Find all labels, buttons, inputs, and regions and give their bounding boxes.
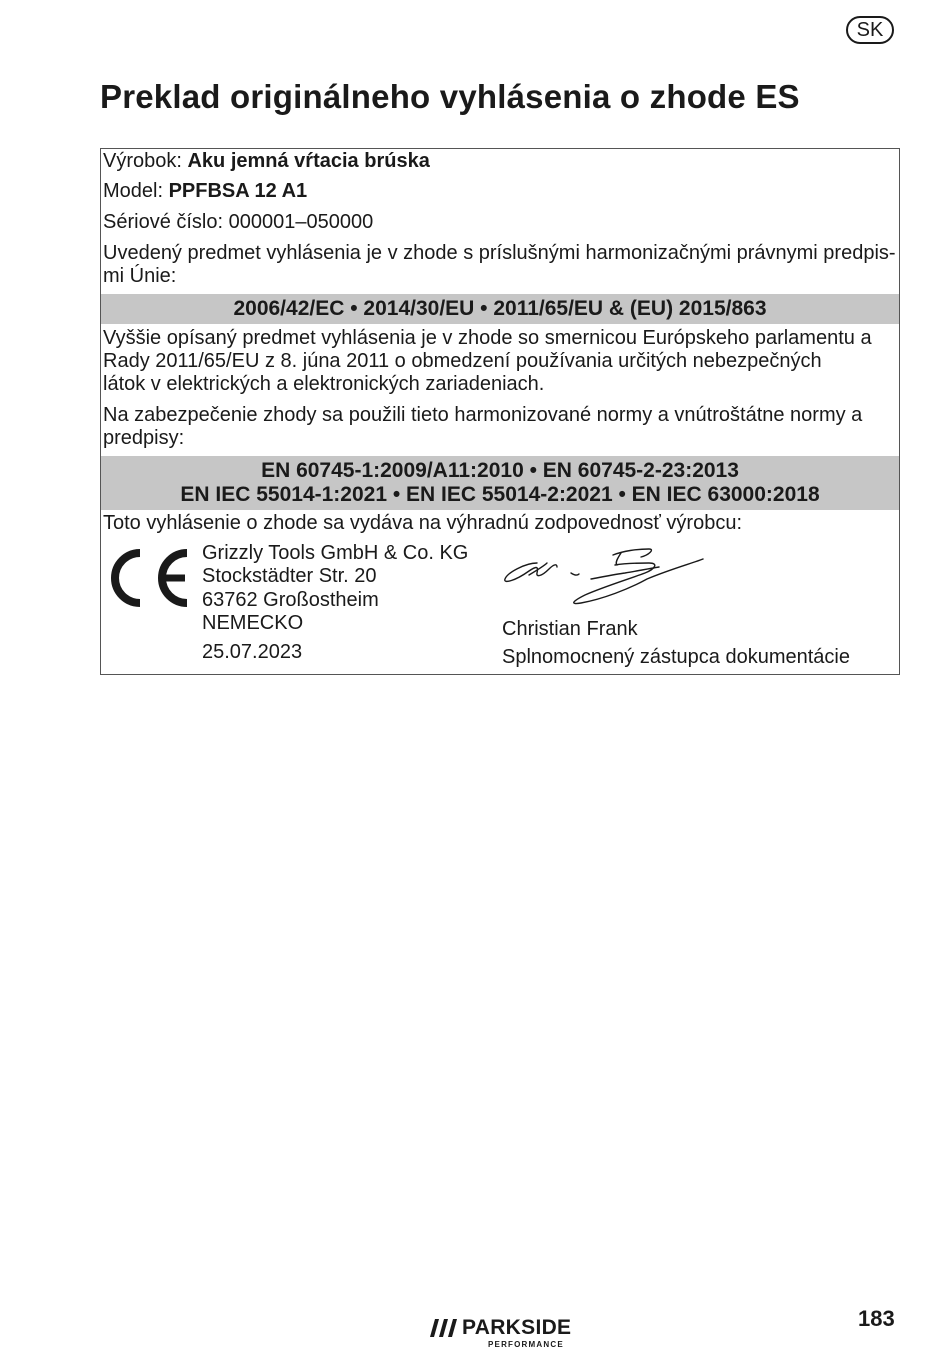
ce-mark-icon: [103, 547, 193, 609]
model-value: PPFBSA 12 A1: [168, 180, 308, 202]
signatory-name: Christian Frank: [502, 618, 638, 640]
page-title: Preklad originálneho vyhlásenia o zhode ES: [100, 78, 800, 115]
standards-line-2: EN IEC 55014-1:2021 • EN IEC 55014-2:2021 • EN IEC 63000:2018: [180, 483, 820, 506]
language-badge: SK: [846, 16, 894, 44]
brand-name: PARKSIDE: [462, 1316, 572, 1339]
product-row: [103, 150, 895, 173]
signature-icon: [499, 543, 709, 615]
declaration-date: 25.07.2023: [202, 641, 303, 663]
serial-number: Sériové číslo: 000001–050000: [103, 211, 374, 233]
responsibility-text: Toto vyhlásenie o zhode sa vydáva na výhradnú zodpovednosť výrobcu:: [103, 512, 743, 534]
manufacturer-city: 63762 Großostheim: [202, 589, 379, 611]
manufacturer-country: NEMECKO: [202, 612, 304, 634]
standards-intro-line-1: Na zabezpečenie zhody sa použili tieto harmonizované normy a vnútroštátne normy a: [103, 404, 863, 426]
signatory-role: Splnomocnený zástupca dokumentácie: [502, 646, 850, 668]
brand-sub: PERFORMANCE: [488, 1340, 564, 1349]
model-label: Model:: [103, 180, 169, 202]
rohs-text-line-3: látok v elektrických a elektronických zariadeniach.: [103, 373, 545, 395]
rohs-text-line-1: Vyššie opísaný predmet vyhlásenia je v zhode so smernicou Európskeho parlamentu a: [103, 327, 872, 349]
standards-band: [101, 456, 899, 510]
declaration-box: [100, 148, 900, 675]
page-number: 183: [858, 1306, 895, 1331]
conformity-text-line-1: Uvedený predmet vyhlásenia je v zhode s príslušnými harmonizačnými právnymi predpis-: [103, 242, 896, 264]
rohs-text-line-2: Rady 2011/65/EU z 8. júna 2011 o obmedzení používania určitých nebezpečných: [103, 350, 822, 372]
conformity-text-line-2: mi Únie:: [103, 265, 177, 287]
directives-band: 2006/42/EC • 2014/30/EU • 2011/65/EU & (EU) 2015/863: [101, 294, 899, 324]
parkside-slashes-icon: [430, 1319, 458, 1337]
standards-line-1: EN 60745-1:2009/A11:2010 • EN 60745-2-23:2013: [261, 459, 739, 482]
product-value: Aku jemná vŕtacia brúska: [187, 150, 430, 172]
product-label: Výrobok:: [103, 150, 188, 172]
parkside-logo: [430, 1316, 590, 1352]
manufacturer-name: Grizzly Tools GmbH & Co. KG: [202, 542, 469, 564]
model-row: [103, 180, 895, 203]
standards-intro-line-2: predpisy:: [103, 427, 185, 449]
manufacturer-street: Stockstädter Str. 20: [202, 565, 377, 587]
